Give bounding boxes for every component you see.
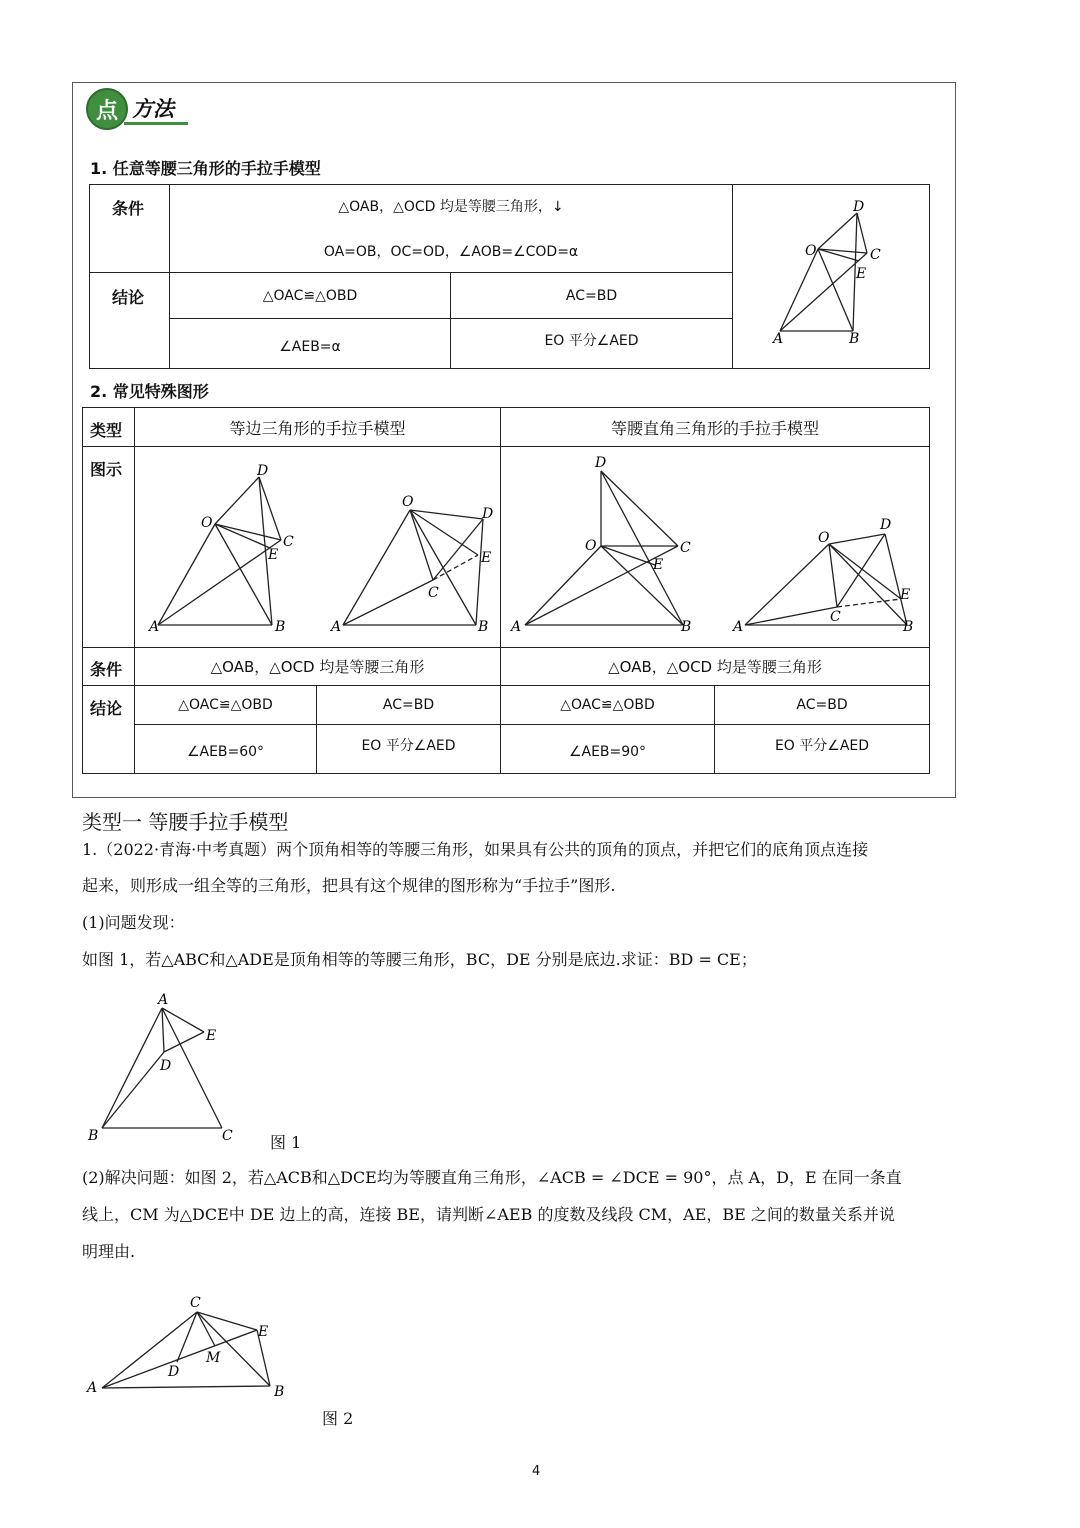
t2-figure-label: 图示 xyxy=(90,460,123,479)
part1-label: (1)问题发现： xyxy=(82,913,185,932)
type-heading: 类型一 等腰手拉手模型 xyxy=(82,810,289,834)
t1-label-E: E xyxy=(856,266,867,282)
figure-point-label: D xyxy=(160,1058,172,1074)
t2-col1-c2: AC=BD xyxy=(382,697,435,713)
t2-col2-c3: ∠AEB=90° xyxy=(568,744,647,760)
figure-point-label: A xyxy=(87,1380,98,1396)
figure-point-label: C xyxy=(190,1295,201,1311)
t1-condition-label: 条件 xyxy=(112,199,145,218)
t2-col1-c3: ∠AEB=60° xyxy=(186,744,265,760)
t1-c3: ∠AEB=α xyxy=(279,339,341,355)
t2-conclusion-label: 结论 xyxy=(90,699,123,718)
intro-line2: 起来，则形成一组全等的三角形，把具有这个规律的图形称为“手拉手”图形. xyxy=(82,876,616,895)
figure-point-label: C xyxy=(222,1128,233,1144)
badge-underline xyxy=(124,122,188,125)
t1-c4: EO 平分∠AED xyxy=(544,333,639,349)
t1-figure xyxy=(733,185,929,368)
figure-point-label: C xyxy=(680,540,691,556)
figure-1 xyxy=(82,990,252,1145)
eq-figure-2 xyxy=(343,510,483,625)
t2-col2-c1: △OAC≌△OBD xyxy=(560,697,655,713)
t1-conclusion-label: 结论 xyxy=(112,288,145,307)
part1-text: 如图 1，若△ABC和△ADE是顶角相等的等腰三角形，BC，DE 分别是底边.求证：BD = CE； xyxy=(82,950,757,969)
figure-2-caption: 图 2 xyxy=(322,1409,354,1428)
figure-1-caption: 图 1 xyxy=(270,1133,302,1152)
figure-point-label: C xyxy=(428,585,439,601)
figure-point-label: B xyxy=(681,619,692,635)
t1-c2: AC=BD xyxy=(565,287,618,304)
t1-condition-line1: △OAB，△OCD 均是等腰三角形，↓ xyxy=(338,199,564,215)
intro-line1: 1.（2022·青海·中考真题）两个顶角相等的等腰三角形，如果具有公共的顶角的顶点，并把它们的底角顶点连接 xyxy=(82,840,869,859)
figure-point-label: O xyxy=(818,530,830,546)
method-badge-icon: 点 xyxy=(86,88,128,130)
figure-point-label: O xyxy=(402,494,414,510)
figure-point-label: D xyxy=(595,455,607,471)
rt-figure-2 xyxy=(745,534,907,625)
t1-label-O: O xyxy=(805,243,817,259)
figure-point-label: B xyxy=(274,1384,285,1400)
part2-line3: 明理由. xyxy=(82,1242,136,1261)
t1-label-D: D xyxy=(853,199,865,215)
t2-col1-c1: △OAC≌△OBD xyxy=(178,697,273,713)
t2-condition-label: 条件 xyxy=(90,660,123,679)
method-title: 方法 xyxy=(132,96,174,121)
figure-point-label: B xyxy=(903,619,914,635)
figure-point-label: C xyxy=(283,534,294,550)
t2-type-label: 类型 xyxy=(90,421,123,440)
t2-col1-c4: EO 平分∠AED xyxy=(361,738,456,754)
section2-heading: 2. 常见特殊图形 xyxy=(90,382,209,401)
rt-figure-1 xyxy=(525,471,683,625)
figure-point-label: E xyxy=(268,547,279,563)
figure-point-label: E xyxy=(900,587,911,603)
figure-point-label: A xyxy=(331,619,342,635)
t2-col1-title: 等边三角形的手拉手模型 xyxy=(229,418,406,438)
figure-point-label: O xyxy=(201,515,213,531)
t2-col2-title: 等腰直角三角形的手拉手模型 xyxy=(610,418,819,438)
part2-line1: (2)解决问题：如图 2，若△ACB和△DCE均为等腰直角三角形，∠ACB = ∠DCE = 90°，点 A，D，E 在同一条直 xyxy=(82,1168,902,1187)
figure-point-label: E xyxy=(653,557,664,573)
figure-point-label: D xyxy=(257,463,269,479)
t2-figures xyxy=(135,447,929,647)
t1-label-A: A xyxy=(773,331,784,347)
figure-point-label: C xyxy=(830,609,841,625)
t1-label-C: C xyxy=(870,247,881,263)
figure-point-label: A xyxy=(733,619,744,635)
figure-point-label: B xyxy=(88,1128,99,1144)
figure-point-label: B xyxy=(478,619,489,635)
figure-point-label: D xyxy=(482,506,494,522)
figure-point-label: O xyxy=(585,538,597,554)
t1-c1: △OAC≌△OBD xyxy=(262,287,358,304)
figure-point-label: E xyxy=(258,1324,269,1340)
section1-heading: 1. 任意等腰三角形的手拉手模型 xyxy=(90,159,321,178)
figure-point-label: E xyxy=(481,550,492,566)
figure-point-label: D xyxy=(880,517,892,533)
t1-label-B: B xyxy=(849,331,860,347)
t2-col2-c4: EO 平分∠AED xyxy=(774,738,870,754)
part2-line2: 线上，CM 为△DCE中 DE 边上的高，连接 BE，请判断∠AEB 的度数及线段 CM，AE，BE 之间的数量关系并说 xyxy=(82,1205,895,1224)
figure-2 xyxy=(82,1290,302,1405)
figure-point-label: B xyxy=(275,619,286,635)
figure-point-label: A xyxy=(149,619,160,635)
figure-point-label: A xyxy=(511,619,522,635)
page-number: 4 xyxy=(532,1464,541,1479)
t2-col2-condition: △OAB，△OCD 均是等腰三角形 xyxy=(608,658,822,676)
eq-figure-1 xyxy=(158,477,281,625)
figure-point-label: A xyxy=(158,992,169,1008)
t2-col1-condition: △OAB，△OCD 均是等腰三角形 xyxy=(210,658,425,676)
figure-point-label: E xyxy=(206,1028,217,1044)
t2-col2-c2: AC=BD xyxy=(796,697,848,713)
figure-point-label: M xyxy=(206,1350,221,1366)
t1-condition-line2: OA=OB，OC=OD，∠AOB=∠COD=α xyxy=(323,244,579,260)
figure-point-label: D xyxy=(168,1364,180,1380)
